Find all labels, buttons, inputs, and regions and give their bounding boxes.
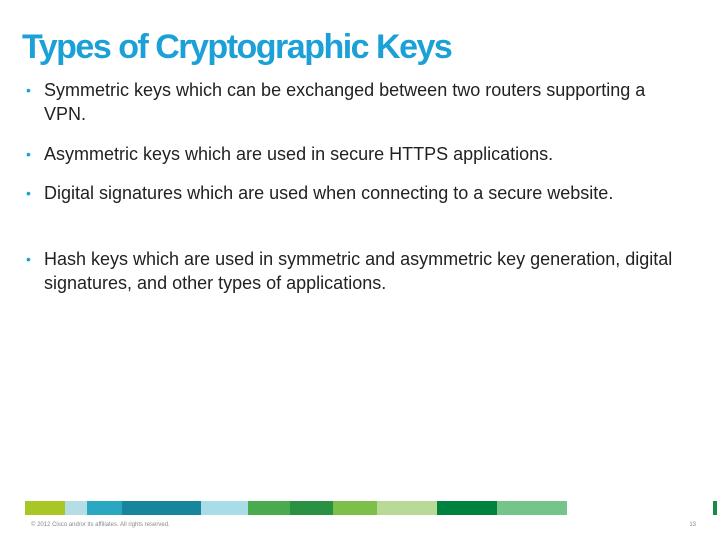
color-bar-segment (567, 501, 713, 515)
slide-title: Types of Cryptographic Keys (22, 28, 452, 66)
color-bar-segment (248, 501, 290, 515)
bullet-item (26, 78, 686, 126)
page-number: 13 (689, 522, 696, 528)
footer-copyright: © 2012 Cisco and/or its affiliates. All rights reserved. (31, 522, 170, 528)
color-bar-segment (87, 501, 122, 515)
bullet-marker: • (26, 251, 31, 267)
color-bar-segment (290, 501, 332, 515)
color-bar-segment (437, 501, 497, 515)
bullet-item (26, 181, 686, 205)
color-bar-segment (333, 501, 377, 515)
color-bar-segment (160, 501, 200, 515)
color-bar-segment (122, 501, 160, 515)
bullet-text: Hash keys which are used in symmetric and asymmetric key generation, digital signatures, and other types of applications. (44, 249, 673, 293)
bullet-marker: • (26, 82, 31, 98)
color-bar-segment (377, 501, 437, 515)
color-bar-segment (201, 501, 249, 515)
bullet-item (26, 142, 686, 166)
bullet-item (26, 247, 686, 295)
bullet-marker: • (26, 185, 31, 201)
color-bar-segment (497, 501, 567, 515)
color-bar-segment (25, 501, 65, 515)
bullet-text: Symmetric keys which can be exchanged between two routers supporting a VPN. (44, 80, 646, 124)
bullet-marker: • (26, 146, 31, 162)
color-bar-segment (65, 501, 87, 515)
bullet-text: Asymmetric keys which are used in secure HTTPS applications. (44, 144, 554, 164)
footer-color-bar (25, 501, 717, 515)
bullet-text: Digital signatures which are used when connecting to a secure website. (44, 183, 614, 203)
color-bar-segment (713, 501, 717, 515)
